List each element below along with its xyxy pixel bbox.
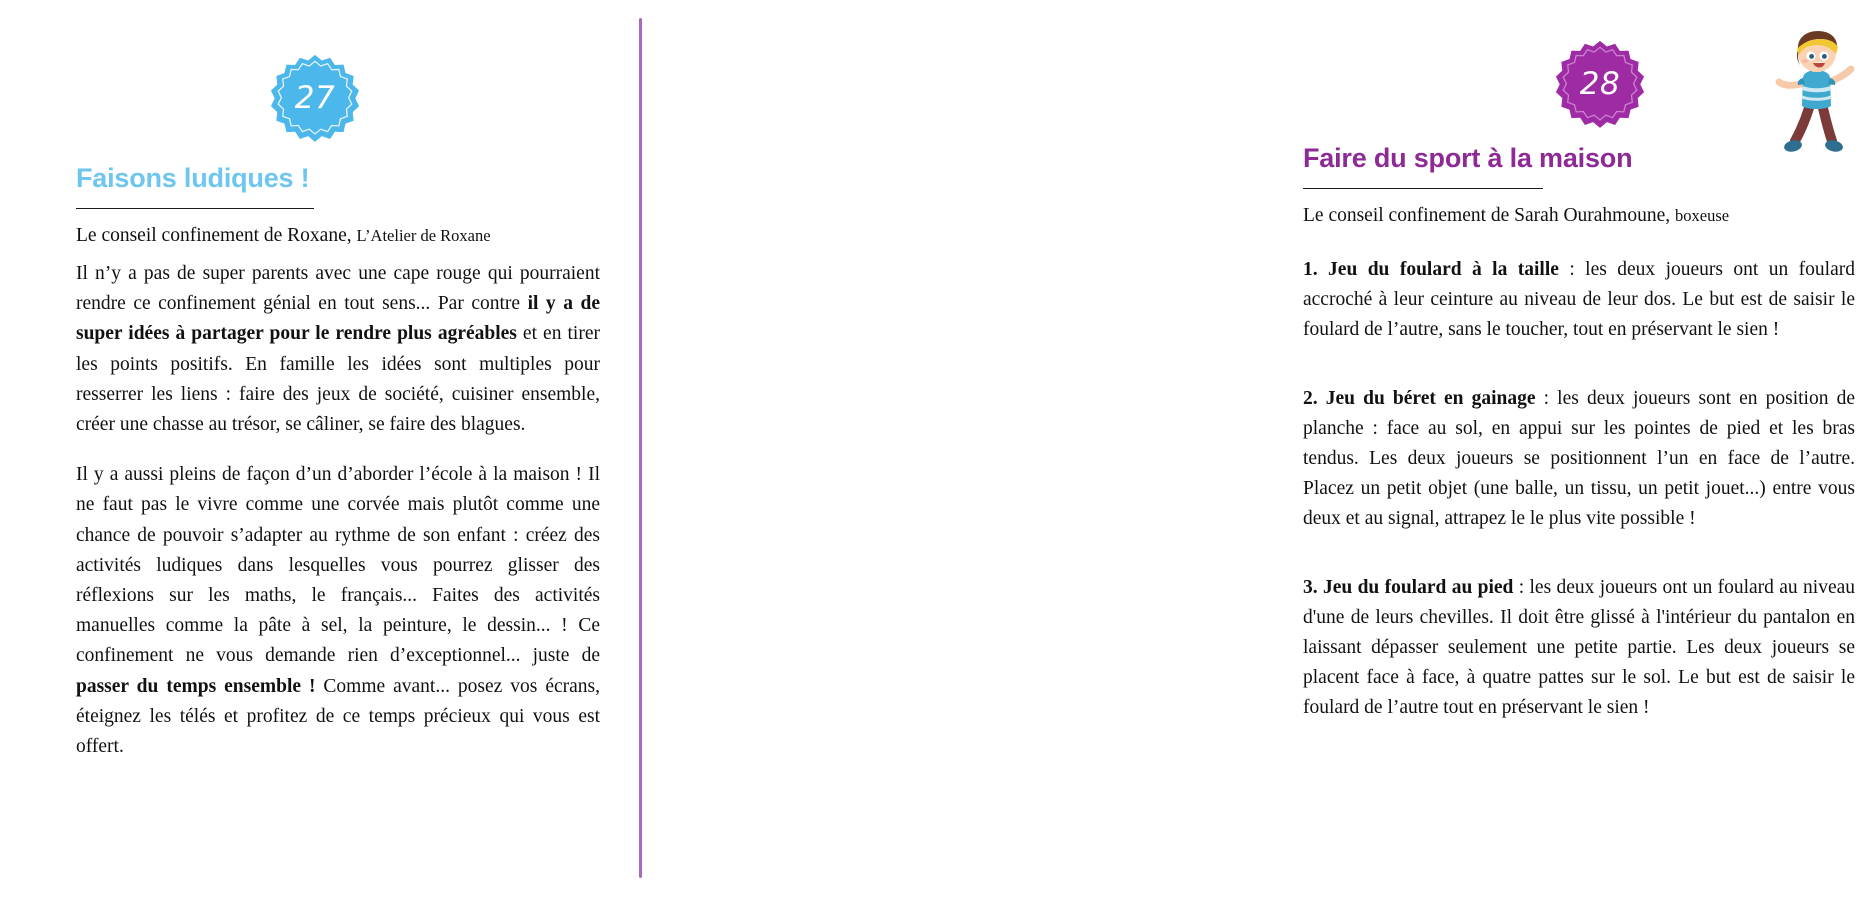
left-paragraph-1 (76, 259, 600, 440)
right-item-gap-2 (1303, 535, 1855, 573)
right-body (1303, 255, 1855, 724)
body-run: et en tirer les points positifs. En famille les idées sont multiples pour resserrer les liens : faire des jeux de société, cuisiner ensemble, créer une chasse au trésor, se câliner, se faire des blagues. (76, 323, 600, 436)
left-byline-main: Le conseil confinement de Roxane, (76, 225, 357, 247)
body-run: Il y a aussi pleins de façon d’un d’aborder l’école à la maison ! Il ne faut pas le vivre comme une corvée mais plutôt comme une chance de pouvoir s’adapter au rythme de son enfant : créez des activités ludiques dans lesquelles vous pourrez glisser des réflexions sur les maths, le français... Faites des activités manuelles comme la pâte à sel, la peinture, le dessin... ! Ce confinement ne vous demande rien d’exceptionnel... juste de (76, 464, 600, 667)
body-run: : les deux joueurs ont un foulard au niveau d'une de leurs chevilles. Il doit être glissé à l'intérieur du pantalon en laissant dépasser seulement une petite partie. Les deux joueurs se placent face à face, à quatre pattes sur le sol. Le but est de saisir le foulard de l’autre tout en préservant le sien ! (1303, 576, 1855, 719)
body-run: : les deux joueurs sont en position de planche : face au sol, en appui sur les pointes de pied et les bras tendus. Les deux joueurs se positionnent l’un en face de l’autre. Placez un petit objet (une balle, un tissu, un petit jouet...) entre vous deux et au signal, attrapez le le plus vite possible ! (1303, 387, 1855, 530)
badge-28-number: 28 (1579, 66, 1621, 102)
left-paragraph-gap (76, 440, 600, 460)
right-byline-main: Le conseil confinement de Sarah Ourahmoune, (1303, 205, 1675, 227)
emphasis-text: 3. Jeu du foulard au pied (1303, 576, 1514, 598)
left-byline-source: L’Atelier de Roxane (356, 226, 491, 246)
left-body (76, 259, 600, 762)
right-heading-rule (1303, 188, 1543, 189)
left-heading: Faisons ludiques ! (76, 163, 310, 193)
emphasis-text: il y a de super idées à partager pour le rendre plus agréables (76, 293, 600, 345)
right-item-3 (1303, 573, 1855, 724)
badge-27-number: 27 (294, 80, 336, 116)
badge-27 (269, 53, 361, 145)
right-item-2 (1303, 384, 1855, 535)
body-run: : les deux joueurs ont un foulard accroché à leur ceinture au niveau de leur dos. Le but est de saisir le foulard de l’autre, sans le toucher, tout en préservant le sien ! (1303, 259, 1855, 341)
left-column (0, 0, 640, 903)
left-header-block (76, 163, 600, 248)
boy-exercising-illustration (1768, 28, 1866, 160)
right-item-1 (1303, 255, 1855, 346)
right-header-block (1303, 143, 1855, 228)
body-run: Comme avant... posez vos écrans, éteignez les télés et profitez de ce temps précieux qui vous est offert. (76, 675, 600, 758)
emphasis-text: 2. Jeu du béret en gainage (1303, 387, 1536, 409)
right-byline (1303, 203, 1855, 228)
badge-28 (1554, 39, 1646, 131)
emphasis-text: 1. Jeu du foulard à la taille (1303, 259, 1559, 280)
left-heading-rule (76, 208, 314, 209)
body-run: Il n’y a pas de super parents avec une cape rouge qui pourraient rendre ce confinement génial en tout sens... Par contre (76, 263, 600, 315)
right-item-gap-1 (1303, 346, 1855, 384)
left-byline (76, 223, 600, 248)
emphasis-text: passer du temps ensemble ! (76, 675, 316, 697)
right-column (640, 0, 1855, 903)
right-heading: Faire du sport à la maison (1303, 143, 1633, 173)
left-paragraph-2 (76, 460, 600, 762)
right-byline-source: boxeuse (1675, 206, 1730, 226)
